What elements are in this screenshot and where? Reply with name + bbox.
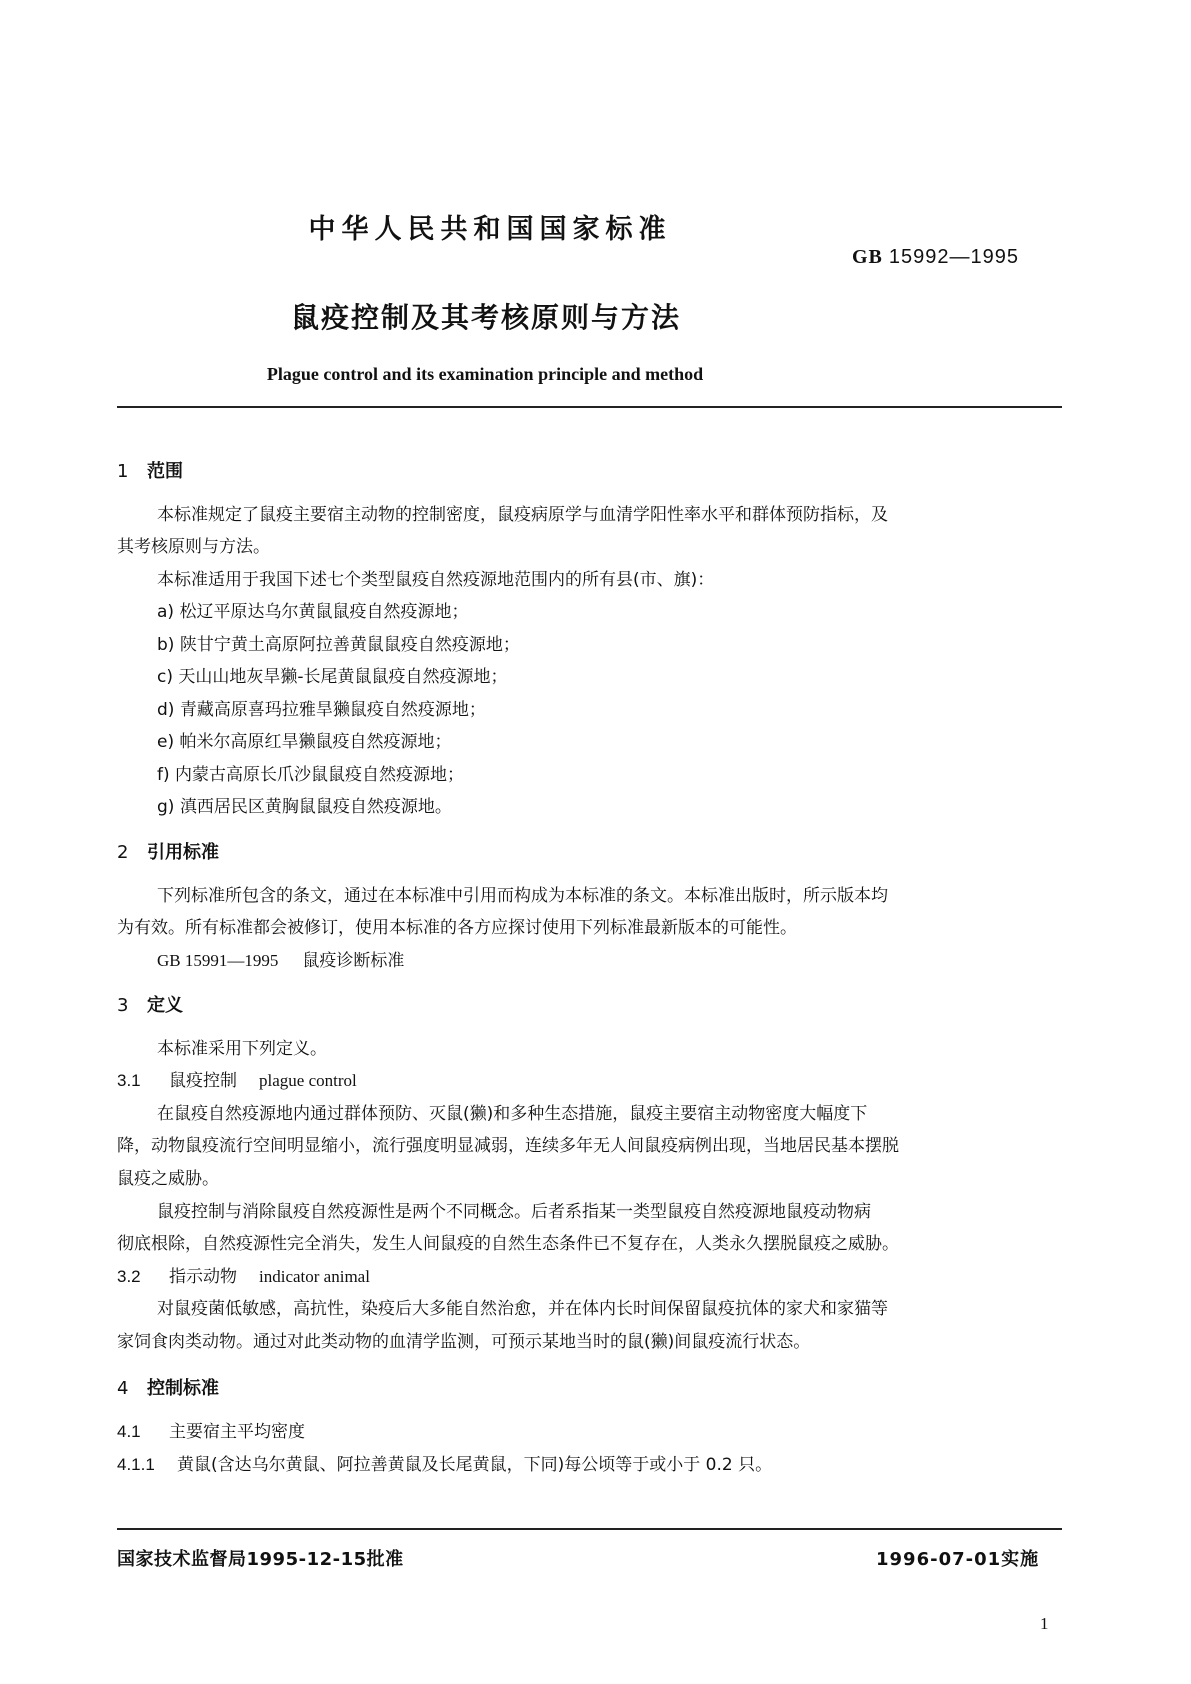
section-3-title: 定义 [147, 995, 183, 1016]
reference-standard [157, 946, 404, 971]
section-3-intro: 本标准采用下列定义。 [157, 1039, 327, 1059]
section-2-para-line1: 下列标准所包含的条文，通过在本标准中引用而构成为本标准的条文。本标准出版时，所示版本均 [157, 886, 888, 906]
definition-3-1-number: 3.1 [117, 1071, 141, 1090]
definition-3-2-number: 3.2 [117, 1267, 141, 1286]
definition-3-1-heading [117, 1066, 357, 1091]
header-divider [117, 406, 1062, 408]
definition-3-1-p2-line2: 彻底根除，自然疫源性完全消失，发生人间鼠疫的自然生态条件已不复存在，人类永久摆脱鼠疫之威胁。 [117, 1234, 899, 1254]
subsection-4-1-1-text: 黄鼠(含达乌尔黄鼠、阿拉善黄鼠及长尾黄鼠，下同)每公顷等于或小于 0.2 只。 [177, 1455, 773, 1475]
section-1-number: 1 [117, 461, 129, 482]
definition-3-2-p-line1: 对鼠疫菌低敏感，高抗性，染疫后大多能自然治愈，并在体内长时间保留鼠疫抗体的家犬和家猫等 [157, 1299, 888, 1319]
section-2-heading [117, 838, 219, 864]
definition-3-2-term-en: indicator animal [259, 1267, 370, 1286]
section-1-para1-line1: 本标准规定了鼠疫主要宿主动物的控制密度，鼠疫病原学与血清学阳性率水平和群体预防指标，及 [157, 505, 888, 525]
section-1-para1-line2: 其考核原则与方法。 [117, 537, 270, 557]
document-title-cn: 鼠疫控制及其考核原则与方法 [290, 301, 681, 334]
subsection-4-1-1-number: 4.1.1 [117, 1455, 155, 1474]
standard-number [852, 246, 1019, 269]
definition-3-1-p1-line3: 鼠疫之威胁。 [117, 1169, 219, 1189]
section-4-title: 控制标准 [147, 1378, 219, 1399]
definition-3-1-p2-line1: 鼠疫控制与消除鼠疫自然疫源性是两个不同概念。后者系指某一类型鼠疫自然疫源地鼠疫动物病 [157, 1202, 871, 1222]
list-item-e: e) 帕米尔高原红旱獭鼠疫自然疫源地； [157, 732, 452, 752]
list-item-f: f) 内蒙古高原长爪沙鼠鼠疫自然疫源地； [157, 765, 465, 785]
effective-date: 1996-07-01实施 [876, 1549, 1040, 1570]
definition-3-2-p-line2: 家饲食肉类动物。通过对此类动物的血清学监测，可预示某地当时的鼠(獭)间鼠疫流行状态。 [117, 1332, 811, 1352]
definition-3-1-term-cn: 鼠疫控制 [169, 1071, 237, 1091]
definition-3-1-p1-line1: 在鼠疫自然疫源地内通过群体预防、灭鼠(獭)和多种生态措施，鼠疫主要宿主动物密度大幅度下 [157, 1104, 868, 1124]
reference-code: GB 15991—1995 [157, 951, 279, 970]
section-2-title: 引用标准 [147, 842, 219, 863]
section-2-para-line2: 为有效。所有标准都会被修订，使用本标准的各方应探讨使用下列标准最新版本的可能性。 [117, 918, 797, 938]
subsection-4-1 [117, 1417, 305, 1442]
standard-type: 中华人民共和国国家标准 [308, 214, 672, 245]
list-item-g: g) 滇西居民区黄胸鼠鼠疫自然疫源地。 [157, 797, 452, 817]
section-1-para2: 本标准适用于我国下述七个类型鼠疫自然疫源地范围内的所有县(市、旗)： [157, 570, 715, 590]
standard-code-number: 15992—1995 [888, 246, 1020, 268]
section-4-number: 4 [117, 1378, 129, 1399]
section-3-number: 3 [117, 995, 129, 1016]
section-4-heading [117, 1374, 219, 1400]
section-3-heading [117, 991, 183, 1017]
footer-divider [117, 1528, 1062, 1530]
definition-3-1-p1-line2: 降，动物鼠疫流行空间明显缩小，流行强度明显减弱，连续多年无人间鼠疫病例出现，当地居民基本摆脱 [117, 1136, 899, 1156]
list-item-b: b) 陕甘宁黄土高原阿拉善黄鼠鼠疫自然疫源地； [157, 635, 520, 655]
reference-title: 鼠疫诊断标准 [302, 951, 405, 971]
subsection-4-1-title: 主要宿主平均密度 [169, 1422, 305, 1442]
definition-3-1-term-en: plague control [259, 1071, 357, 1090]
section-1-heading [117, 457, 183, 483]
section-2-number: 2 [117, 842, 129, 863]
definition-3-2-term-cn: 指示动物 [169, 1267, 237, 1287]
list-item-c: c) 天山山地灰旱獭-长尾黄鼠鼠疫自然疫源地； [157, 667, 508, 687]
approval-line: 国家技术监督局1995-12-15批准 [117, 1549, 404, 1570]
page-number: 1 [1040, 1614, 1049, 1633]
list-item-d: d) 青藏高原喜玛拉雅旱獭鼠疫自然疫源地； [157, 700, 486, 720]
subsection-4-1-1 [117, 1450, 772, 1475]
subsection-4-1-number: 4.1 [117, 1422, 141, 1441]
standard-code-prefix: GB [852, 246, 883, 268]
list-item-a: a) 松辽平原达乌尔黄鼠鼠疫自然疫源地； [157, 602, 469, 622]
definition-3-2-heading [117, 1262, 370, 1287]
section-1-title: 范围 [147, 461, 183, 482]
document-title-en: Plague control and its examination principle and method [266, 364, 704, 384]
